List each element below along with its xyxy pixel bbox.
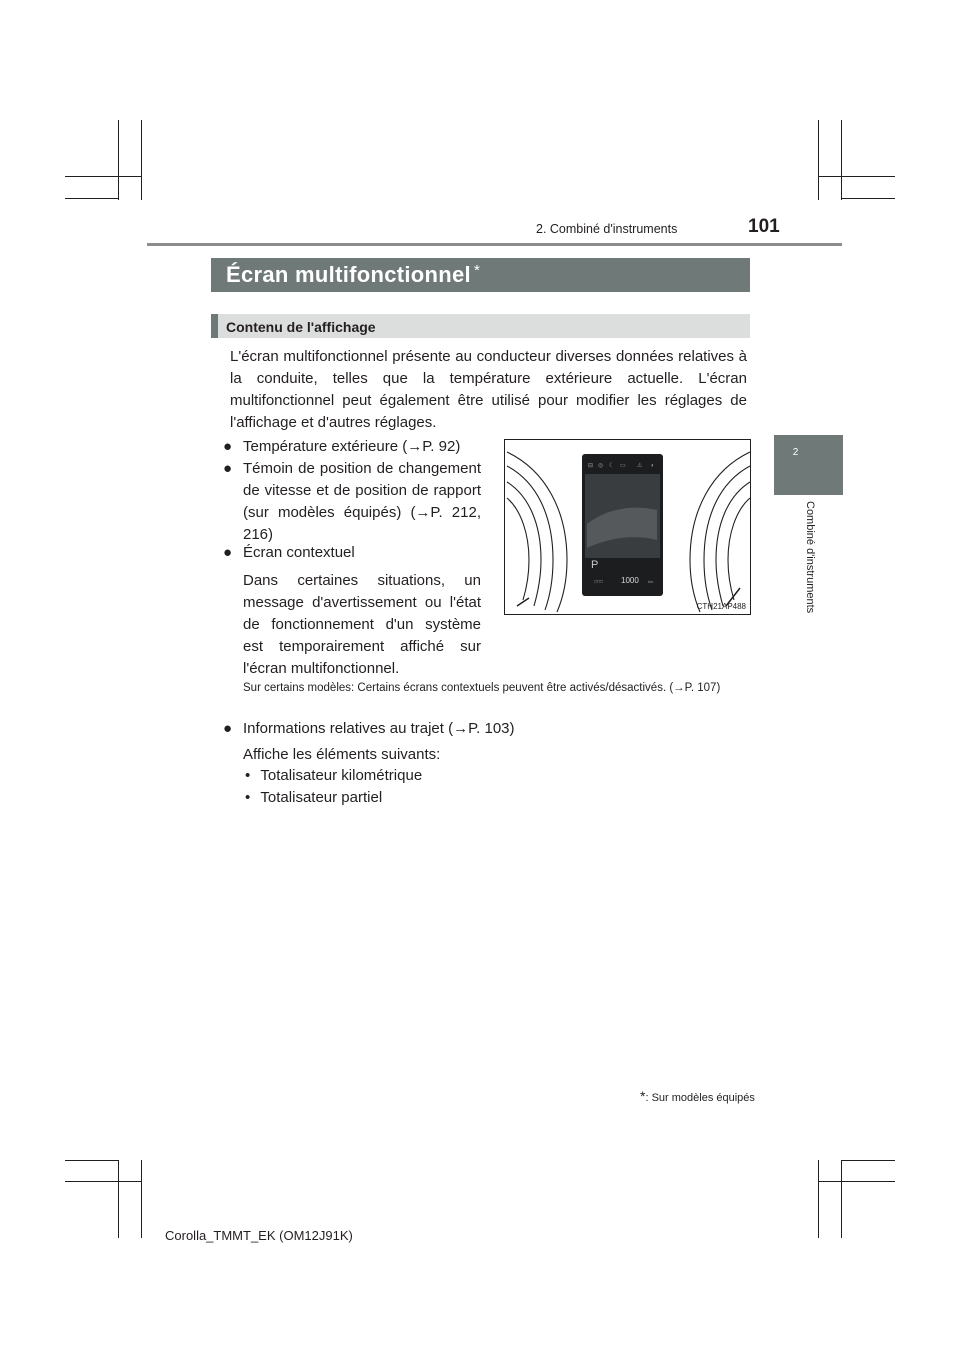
footnote-asterisk: * bbox=[640, 1088, 646, 1104]
figure-code: CTH21AP488 bbox=[696, 602, 746, 611]
bullet-dot-icon: ● bbox=[223, 438, 233, 455]
bullet-item bbox=[223, 718, 743, 740]
chapter-label: Combiné d'instruments bbox=[804, 501, 816, 614]
bullet-dot-icon: ● bbox=[223, 544, 233, 561]
svg-text:⊟: ⊟ bbox=[588, 463, 594, 469]
intro-paragraph: L'écran multifonctionnel présente au conducteur diverses données relatives à la conduite, telles que la température extérieure actuelle. L'écran multifonctionnel peut également être utilisé pour modifier les réglages de l'affichage et d'autres réglages. bbox=[230, 348, 747, 431]
chapter-number: 2 bbox=[792, 447, 799, 458]
trip-intro: Affiche les éléments suivants: bbox=[243, 746, 441, 763]
cluster-drawing bbox=[505, 440, 751, 615]
section-header: 2. Combiné d'instruments bbox=[536, 222, 678, 236]
svg-text:☾: ☾ bbox=[609, 463, 615, 469]
contextual-note: Sur certains modèles: Certains écrans contextuels peuvent être activés/désactivés. (→P. 107) bbox=[243, 682, 721, 694]
crop-mark bbox=[141, 1160, 142, 1238]
crop-mark bbox=[65, 1160, 119, 1161]
list-item bbox=[245, 787, 545, 809]
subsection-accent bbox=[211, 314, 218, 338]
crop-mark bbox=[841, 1160, 842, 1238]
bullet-text: Température extérieure (→P. 92) bbox=[243, 438, 461, 455]
bullet-item bbox=[223, 436, 483, 458]
odometer-unit: km bbox=[648, 579, 654, 584]
crop-mark bbox=[118, 120, 119, 200]
odometer-value: 1000 bbox=[621, 576, 639, 585]
crop-mark bbox=[118, 1160, 119, 1238]
document-footer: Corolla_TMMT_EK (OM12J91K) bbox=[165, 1228, 353, 1243]
crop-mark bbox=[65, 198, 119, 199]
svg-text:◐: ◐ bbox=[651, 463, 655, 469]
footnote bbox=[640, 1088, 755, 1104]
list-item bbox=[245, 765, 545, 787]
crop-mark bbox=[841, 198, 895, 199]
page-title bbox=[211, 258, 750, 292]
list-marker: • bbox=[245, 789, 255, 806]
header-rule bbox=[147, 243, 842, 246]
svg-text:⚠: ⚠ bbox=[637, 463, 643, 469]
subsection-title: Contenu de l'affichage bbox=[226, 319, 376, 335]
title-asterisk: * bbox=[473, 262, 481, 279]
crop-mark bbox=[141, 120, 142, 200]
bullet-text: Écran contextuel bbox=[243, 544, 355, 561]
crop-mark bbox=[818, 176, 895, 177]
bullet-text: Témoin de position de changement de vitesse et de position de rapport (sur modèles équipés) (→P. 212, 216) bbox=[243, 460, 481, 543]
crop-mark bbox=[818, 120, 819, 200]
bullet-item bbox=[223, 458, 481, 546]
contextual-description: Dans certaines situations, un message d'avertissement ou l'état de fonctionnement d'un système est temporairement affiché sur l'écran multifonctionnel. bbox=[243, 572, 481, 677]
page-number: 101 bbox=[748, 216, 780, 237]
bullet-text: Informations relatives au trajet (→P. 103) bbox=[243, 720, 515, 737]
list-marker: • bbox=[245, 767, 255, 784]
svg-text:▭: ▭ bbox=[620, 463, 626, 469]
subsection-heading bbox=[211, 314, 750, 338]
list-item-text: Totalisateur kilométrique bbox=[260, 767, 423, 784]
crop-mark bbox=[65, 176, 142, 177]
svg-text:◎: ◎ bbox=[598, 463, 604, 469]
footnote-text: : Sur modèles équipés bbox=[645, 1092, 755, 1104]
cluster-illustration bbox=[504, 439, 751, 615]
crop-mark bbox=[841, 120, 842, 200]
crop-mark bbox=[818, 1181, 895, 1182]
list-item-text: Totalisateur partiel bbox=[260, 789, 383, 806]
gear-indicator: P bbox=[591, 559, 599, 571]
crop-mark bbox=[65, 1181, 142, 1182]
crop-mark bbox=[841, 1160, 895, 1161]
bullet-dot-icon: ● bbox=[223, 720, 233, 737]
chapter-tab[interactable] bbox=[774, 435, 843, 495]
bullet-item bbox=[223, 542, 483, 564]
svg-text:□□□: □□□ bbox=[594, 579, 604, 585]
crop-mark bbox=[818, 1160, 819, 1238]
title-text: Écran multifonctionnel bbox=[226, 262, 471, 287]
bullet-dot-icon: ● bbox=[223, 460, 233, 477]
